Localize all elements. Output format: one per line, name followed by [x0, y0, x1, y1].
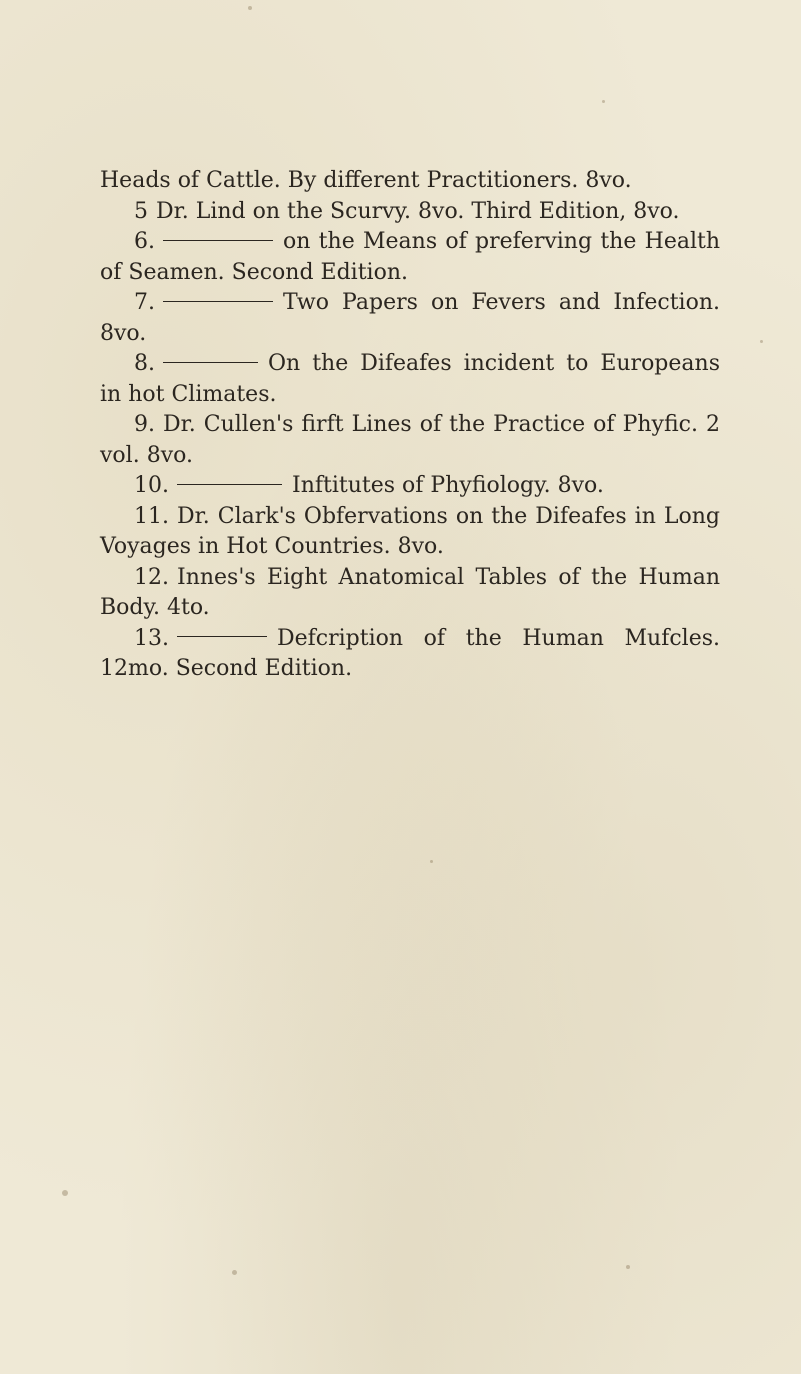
entry-number: 9.: [134, 412, 155, 437]
entry-number: 12.: [134, 564, 169, 590]
paper-speck: [62, 1190, 68, 1196]
paper-speck: [232, 1270, 237, 1275]
list-entry: [100, 563, 720, 624]
list-entry: [100, 410, 720, 471]
book-list: [100, 166, 720, 685]
entry-number: 10.: [134, 473, 169, 498]
paper-speck: [602, 100, 605, 103]
entry-text: Inftitutes of Phyfiology. 8vo.: [292, 473, 604, 498]
entry-text: Innes's Eight Anatomical Tables of the Human Body. 4to.: [100, 564, 720, 620]
paper-speck: [248, 6, 252, 10]
paper-speck: [430, 860, 433, 863]
entry-number: 13.: [134, 625, 169, 651]
ditto-dash: [177, 636, 267, 637]
entry-number: 6.: [134, 229, 155, 254]
list-entry: [100, 502, 720, 563]
paper-speck: [760, 340, 763, 343]
entry-text: Dr. Lind on the Scurvy. 8vo. Third Edition, 8vo.: [156, 198, 680, 224]
entry-text: On the Difeafes incident to Europeans in hot Climates.: [100, 351, 720, 407]
ditto-dash: [163, 362, 258, 363]
list-entry: [100, 197, 720, 228]
entry-text: Two Papers on Fevers and Infection. 8vo.: [100, 290, 720, 346]
entry-text: Defcription of the Human Mufcles. 12mo. Second Edition.: [100, 625, 720, 681]
entry-text: on the Means of preferving the Health of Seamen. Second Edition.: [100, 229, 720, 285]
ditto-dash: [163, 301, 273, 302]
entry-number: 7.: [134, 290, 155, 315]
paper-speck: [626, 1265, 630, 1269]
list-entry: [100, 349, 720, 410]
list-entry: [100, 288, 720, 349]
list-entry: [100, 166, 720, 197]
entry-text: Dr. Clark's Obfervations on the Difeafes in Long Voyages in Hot Countries. 8vo.: [100, 503, 720, 559]
entry-text: Dr. Cullen's firft Lines of the Practice of Phyfic. 2 vol. 8vo.: [100, 412, 720, 468]
list-entry: [100, 624, 720, 685]
list-entry: [100, 227, 720, 288]
entry-number: 5: [134, 198, 148, 224]
entry-text: Heads of Cattle. By different Practitioners. 8vo.: [100, 168, 632, 193]
ditto-dash: [177, 484, 282, 485]
ditto-dash: [163, 240, 273, 241]
entry-number: 11.: [134, 503, 169, 529]
entry-number: 8.: [134, 351, 155, 376]
list-entry: [100, 471, 720, 502]
